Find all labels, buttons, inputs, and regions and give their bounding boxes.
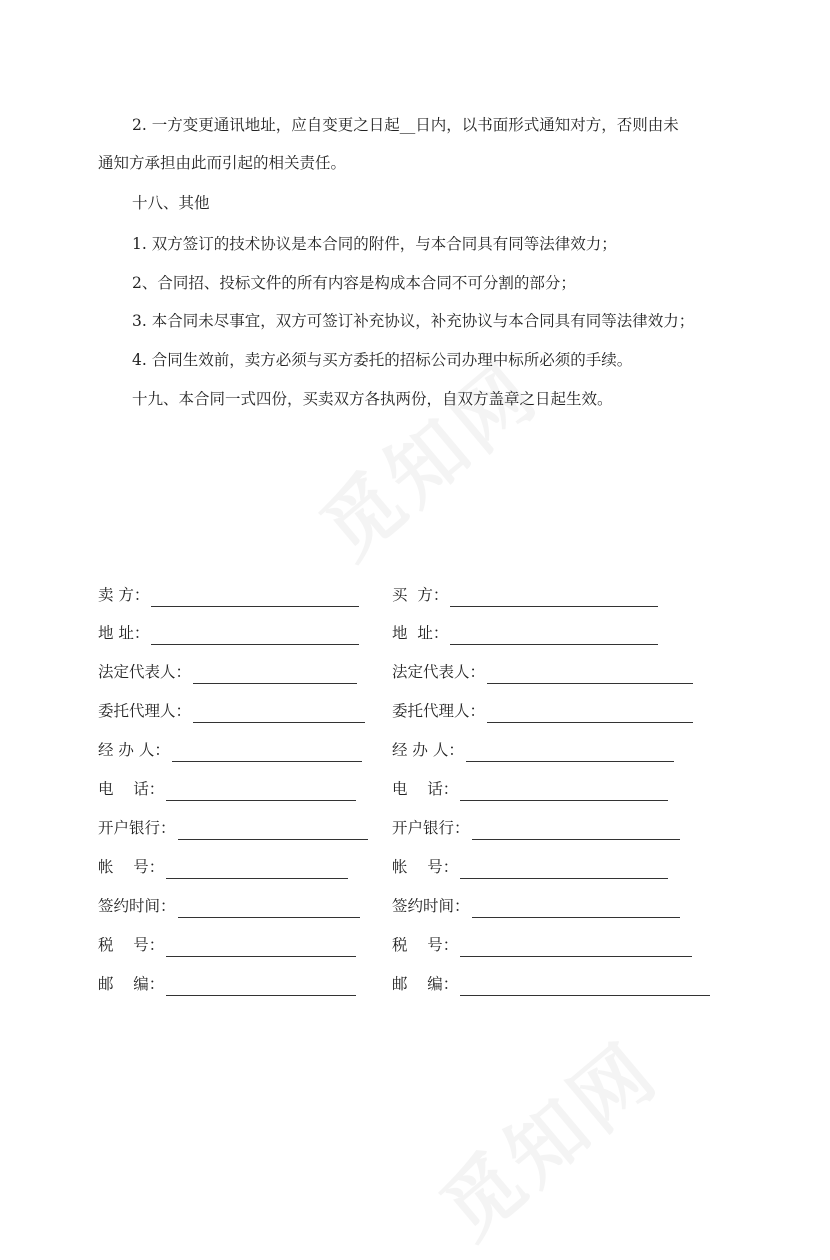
seller-tax-no-field[interactable] [98, 933, 356, 957]
seller-bank-label: 开户银行： [98, 819, 176, 837]
buyer-phone-field[interactable] [392, 777, 668, 801]
buyer-tax-no-field[interactable] [392, 933, 692, 957]
buyer-handler-label: 经 办 人： [392, 741, 464, 759]
section-heading-19: 十九、本合同一式四份，买卖双方各执两份，自双方盖章之日起生效。 [132, 390, 613, 408]
seller-handler-blank[interactable] [172, 741, 362, 762]
buyer-agent-field[interactable] [392, 699, 693, 723]
buyer-legal-rep-blank[interactable] [487, 663, 693, 684]
seller-phone-blank[interactable] [166, 780, 356, 801]
buyer-address-blank[interactable] [450, 624, 658, 645]
buyer-sign-time-field[interactable] [392, 894, 680, 918]
seller-party-blank[interactable] [151, 586, 359, 607]
seller-handler-label: 经 办 人： [98, 741, 170, 759]
buyer-sign-time-label: 签约时间： [392, 897, 470, 915]
seller-phone-label: 电 话： [98, 780, 165, 798]
buyer-tax-no-blank[interactable] [460, 936, 692, 957]
buyer-bank-label: 开户银行： [392, 819, 470, 837]
seller-legal-rep-field[interactable] [98, 660, 357, 684]
seller-agent-blank[interactable] [193, 702, 365, 723]
seller-agent-field[interactable] [98, 699, 365, 723]
buyer-postcode-label: 邮 编： [392, 975, 459, 993]
seller-sign-time-blank[interactable] [178, 897, 360, 918]
seller-handler-field[interactable] [98, 738, 362, 762]
buyer-handler-blank[interactable] [466, 741, 674, 762]
buyer-postcode-blank[interactable] [460, 975, 710, 996]
clause-4: 4. 合同生效前，卖方必须与买方委托的招标公司办理中标所必须的手续。 [132, 351, 633, 369]
seller-address-label: 地 址： [98, 624, 150, 642]
buyer-legal-rep-field[interactable] [392, 660, 693, 684]
seller-bank-blank[interactable] [178, 819, 368, 840]
buyer-postcode-field[interactable] [392, 972, 710, 996]
seller-sign-time-label: 签约时间： [98, 897, 176, 915]
paragraph-item-2-cont: 通知方承担由此而引起的相关责任。 [98, 154, 347, 172]
buyer-handler-field[interactable] [392, 738, 674, 762]
buyer-bank-blank[interactable] [472, 819, 680, 840]
clause-2: 2、合同招、投标文件的所有内容是构成本合同不可分割的部分； [132, 274, 576, 292]
seller-phone-field[interactable] [98, 777, 356, 801]
clause-1: 1. 双方签订的技术协议是本合同的附件，与本合同具有同等法律效力； [132, 235, 617, 253]
buyer-agent-blank[interactable] [487, 702, 693, 723]
buyer-bank-field[interactable] [392, 816, 680, 840]
buyer-party-field[interactable] [392, 583, 658, 607]
seller-bank-field[interactable] [98, 816, 368, 840]
watermark-bottom [413, 1012, 678, 1260]
seller-account-label: 帐 号： [98, 858, 165, 876]
section-heading-18: 十八、其他 [132, 194, 210, 212]
seller-postcode-label: 邮 编： [98, 975, 165, 993]
buyer-sign-time-blank[interactable] [472, 897, 680, 918]
buyer-account-blank[interactable] [460, 858, 668, 879]
buyer-address-field[interactable] [392, 621, 658, 645]
buyer-phone-blank[interactable] [460, 780, 668, 801]
seller-tax-no-blank[interactable] [166, 936, 356, 957]
buyer-agent-label: 委托代理人： [392, 702, 486, 720]
buyer-account-field[interactable] [392, 855, 668, 879]
seller-tax-no-label: 税 号： [98, 936, 165, 954]
seller-legal-rep-label: 法定代表人： [98, 663, 192, 681]
seller-account-blank[interactable] [166, 858, 348, 879]
seller-address-field[interactable] [98, 621, 359, 645]
buyer-address-label: 地 址： [392, 624, 449, 642]
seller-postcode-blank[interactable] [166, 975, 356, 996]
paragraph-item-2: 2. 一方变更通讯地址，应自变更之日起__日内，以书面形式通知对方，否则由未 [132, 116, 679, 134]
buyer-account-label: 帐 号： [392, 858, 459, 876]
buyer-phone-label: 电 话： [392, 780, 459, 798]
seller-postcode-field[interactable] [98, 972, 356, 996]
seller-sign-time-field[interactable] [98, 894, 360, 918]
seller-address-blank[interactable] [151, 624, 359, 645]
seller-account-field[interactable] [98, 855, 348, 879]
buyer-tax-no-label: 税 号： [392, 936, 459, 954]
buyer-party-blank[interactable] [450, 586, 658, 607]
seller-party-label: 卖 方： [98, 586, 150, 604]
seller-party-field[interactable] [98, 583, 359, 607]
clause-3: 3. 本合同未尽事宜，双方可签订补充协议，补充协议与本合同具有同等法律效力； [132, 312, 695, 330]
seller-legal-rep-blank[interactable] [193, 663, 357, 684]
buyer-legal-rep-label: 法定代表人： [392, 663, 486, 681]
seller-agent-label: 委托代理人： [98, 702, 192, 720]
buyer-party-label: 买 方： [392, 586, 449, 604]
